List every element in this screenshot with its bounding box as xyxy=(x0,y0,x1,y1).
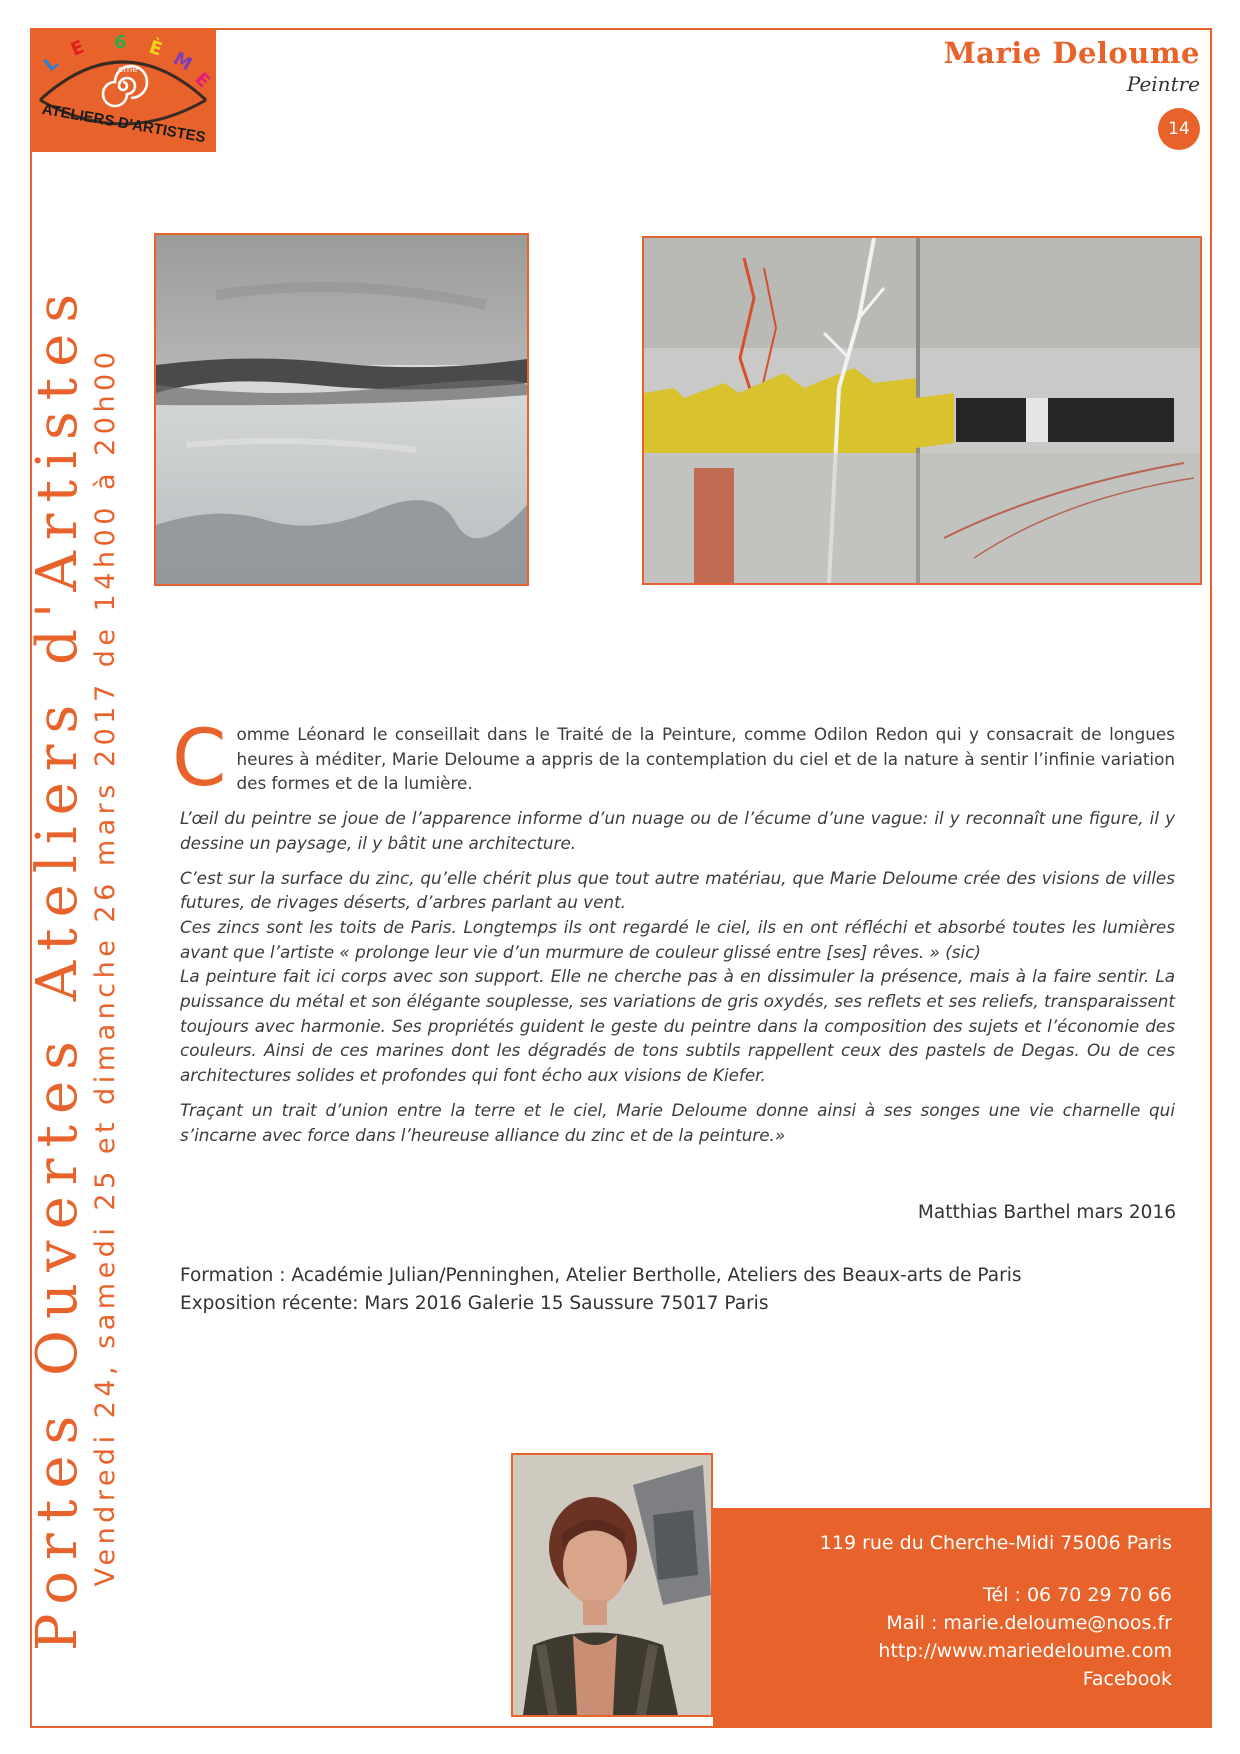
svg-text:E: E xyxy=(190,68,214,93)
formation-training: Formation : Académie Julian/Penninghen, Atelier Bertholle, Ateliers des Beaux-arts de Paris xyxy=(180,1265,1022,1286)
essay-signature: Matthias Barthel mars 2016 xyxy=(917,1202,1176,1223)
svg-text:M: M xyxy=(169,48,196,76)
artist-name: Marie Deloume xyxy=(943,36,1200,70)
artist-role: Peintre xyxy=(1126,72,1200,96)
contact-facebook-link[interactable]: Facebook xyxy=(1082,1668,1172,1690)
svg-text:E: E xyxy=(68,36,88,61)
formation-block xyxy=(180,1262,1021,1318)
svg-text:L: L xyxy=(40,52,63,76)
svg-text:È: È xyxy=(146,36,165,61)
sidebar-title: Portes Ouvertes Ateliers d'Artistes xyxy=(25,282,90,1652)
logo xyxy=(30,28,216,152)
essay-paragraph-5: La peinture fait ici corps avec son support. Elle ne cherche pas à en dissimuler la présence, mais à la faire sentir. La puissance du métal et son élégante souplesse, ses variations de gris oxydés, ses reflets et ses reliefs, transparaissent toujours avec harmonie. Ses propriétés guident le geste du peintre dans la composition des sujets et l’économie des couleurs. Ainsi de ces marines dont les dégradés de tons subtils rappellent ceux des pastels de Degas. Ou de ces architectures solides et profondes qui font écho aux visions de Kiefer. xyxy=(180,966,1175,1086)
essay-paragraph-1-text: omme Léonard le conseillait dans le Traité de la Peinture, comme Odilon Redon qui y consacrait de longues heures à méditer, Marie Deloume a appris de la contemplation du ciel et de la nature à sentir l’infinie variation des formes et de la lumière. xyxy=(236,724,1175,794)
essay-paragraph-4: Ces zincs sont les toits de Paris. Longtemps ils ont regardé le ciel, ils en ont réfléchi et absorbé toutes les lumières avant que l’artiste « prolonge leur vie d’un murmure de couleur glissé entre [ses] rêves. » (sic) xyxy=(180,916,1175,962)
essay-paragraph-6: Traçant un trait d’union entre la terre et le ciel, Marie Deloume donne ainsi à ses songes une vie charnelle qui s’incarne avec force dans l’heureuse alliance du zinc et de la peinture.» xyxy=(180,1099,1175,1145)
vertical-sidebar xyxy=(25,232,124,1702)
svg-text:6: 6 xyxy=(114,32,127,53)
essay-paragraph-2: L’œil du peintre se joue de l’apparence informe d’un nuage ou de l’écume d’une vague: il y reconnaît une figure, il y dessine un paysage, il y bâtit une architecture. xyxy=(180,808,1175,853)
essay-paragraph-1 xyxy=(172,714,1175,804)
contact-address: 119 rue du Cherche-Midi 75006 Paris xyxy=(819,1532,1172,1554)
logo-subtitle: ATELIERS D'ARTISTES xyxy=(40,100,207,147)
contact-website-link[interactable]: http://www.mariedeloume.com xyxy=(878,1640,1172,1662)
logo-spiral-word: eme xyxy=(118,65,138,75)
painting-architecture xyxy=(642,236,1202,585)
essay-paragraph-3: C’est sur la surface du zinc, qu’elle chérit plus que tout autre matériau, que Marie Deloume crée des visions de villes futures, de rivages déserts, d’arbres parlant au vent. xyxy=(180,867,1175,913)
contact-panel xyxy=(713,1508,1212,1728)
artist-portrait xyxy=(511,1453,713,1717)
contact-phone: Tél : 06 70 29 70 66 xyxy=(983,1584,1172,1606)
essay-text xyxy=(172,714,1175,1157)
sidebar-dates: Vendredi 24, samedi 25 et dimanche 26 mars 2017 de 14h00 à 20h00 xyxy=(90,347,121,1587)
painting-seascape xyxy=(154,233,529,586)
formation-exhibition: Exposition récente: Mars 2016 Galerie 15 Saussure 75017 Paris xyxy=(180,1293,769,1314)
drop-cap: C xyxy=(172,714,227,804)
page-number-badge: 14 xyxy=(1158,108,1200,150)
contact-mail[interactable]: Mail : marie.deloume@noos.fr xyxy=(886,1612,1172,1634)
